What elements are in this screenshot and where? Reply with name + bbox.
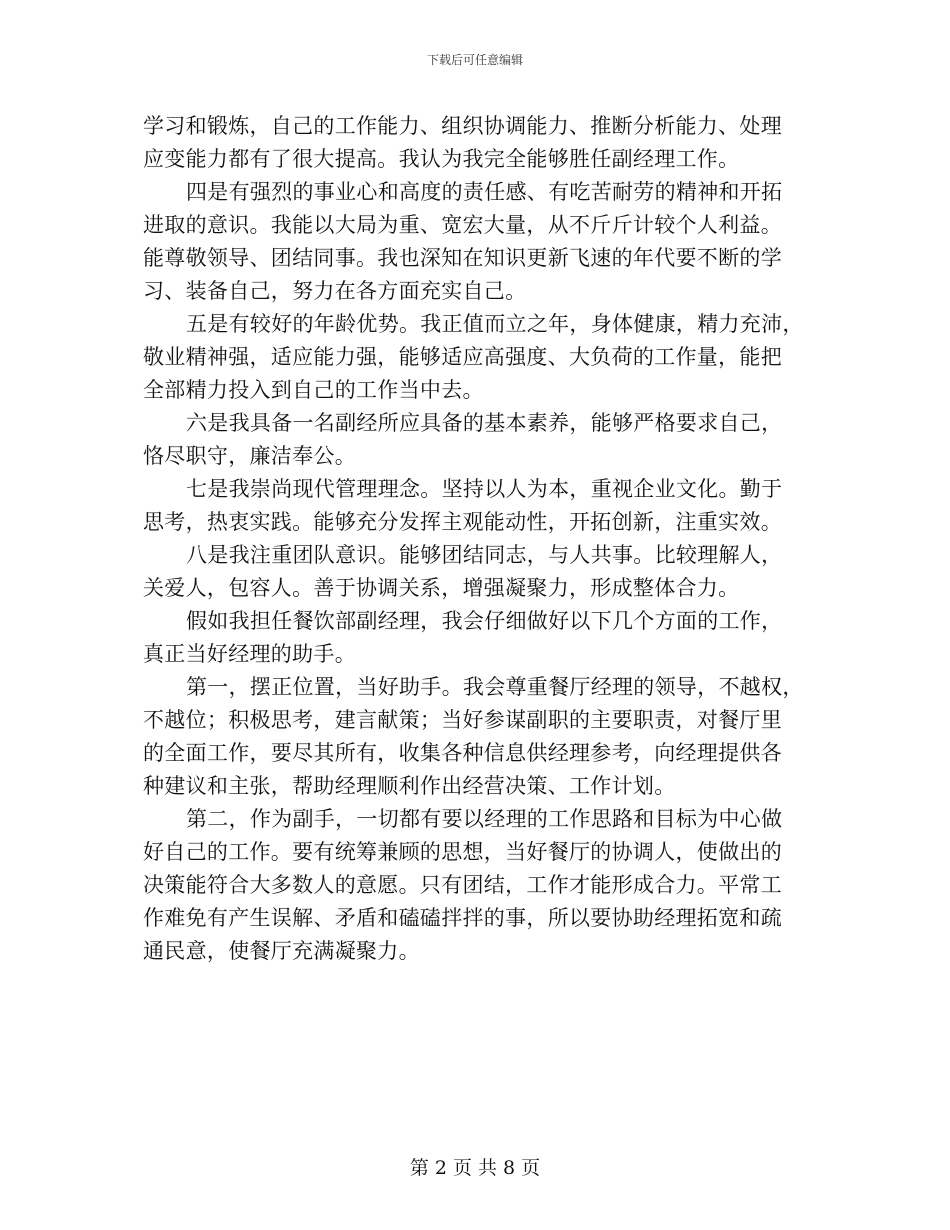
paragraph-9 <box>143 803 813 968</box>
text-line: 八是我注重团队意识。能够团结同志，与人共事。比较理解人， <box>186 543 783 567</box>
paragraph-6 <box>143 539 813 605</box>
text-line: 好自己的工作。要有统筹兼顾的思想，当好餐厅的协调人，使做出的 <box>143 840 782 864</box>
text-line: 七是我崇尚现代管理理念。坚持以人为本，重视企业文化。勤于 <box>186 477 783 501</box>
page-header: 下载后可任意编辑 <box>426 53 523 67</box>
paragraph-4 <box>143 407 813 473</box>
text-line: 恪尽职守，廉洁奉公。 <box>143 444 356 468</box>
paragraph-8 <box>143 671 813 803</box>
text-line: 四是有强烈的事业心和高度的责任感、有吃苦耐劳的精神和开拓 <box>186 180 783 204</box>
text-line: 作难免有产生误解、矛盾和磕磕拌拌的事，所以要协助经理拓宽和疏 <box>143 906 782 930</box>
text-line: 思考，热衷实践。能够充分发挥主观能动性，开拓创新，注重实效。 <box>143 510 782 534</box>
text-line: 假如我担任餐饮部副经理，我会仔细做好以下几个方面的工作， <box>186 609 783 633</box>
text-line: 不越位；积极思考，建言献策；当好参谋副职的主要职责，对餐厅里 <box>143 708 782 732</box>
text-line: 能尊敬领导、团结同事。我也深知在知识更新飞速的年代要不断的学 <box>143 246 782 270</box>
text-line: 种建议和主张，帮助经理顺利作出经营决策、工作计划。 <box>143 774 676 798</box>
text-line: 真正当好经理的助手。 <box>143 642 356 666</box>
text-line: 通民意，使餐厅充满凝聚力。 <box>143 939 420 963</box>
text-line: 第二，作为副手，一切都有要以经理的工作思路和目标为中心做 <box>186 807 783 831</box>
text-line: 第一，摆正位置，当好助手。我会尊重餐厅经理的领导，不越权， <box>186 675 804 699</box>
paragraph-3 <box>143 308 813 407</box>
text-line: 进取的意识。我能以大局为重、宽宏大量，从不斤斤计较个人利益。 <box>143 213 782 237</box>
document-body <box>143 110 813 968</box>
text-line: 关爱人，包容人。善于协调关系，增强凝聚力，形成整体合力。 <box>143 576 740 600</box>
text-line: 决策能符合大多数人的意愿。只有团结，工作才能形成合力。平常工 <box>143 873 782 897</box>
text-line: 习、装备自己，努力在各方面充实自己。 <box>143 279 527 303</box>
text-line: 应变能力都有了很大提高。我认为我完全能够胜任副经理工作。 <box>143 147 740 171</box>
paragraph-1 <box>143 110 813 176</box>
paragraph-5 <box>143 473 813 539</box>
paragraph-7 <box>143 605 813 671</box>
text-line: 敬业精神强，适应能力强，能够适应高强度、大负荷的工作量，能把 <box>143 345 782 369</box>
text-line: 学习和锻炼，自己的工作能力、组织协调能力、推断分析能力、处理 <box>143 114 782 138</box>
page-footer: 第 2 页 共 8 页 <box>409 1157 541 1179</box>
text-line: 五是有较好的年龄优势。我正值而立之年，身体健康，精力充沛， <box>186 312 804 336</box>
text-line: 六是我具备一名副经所应具备的基本素养，能够严格要求自己， <box>186 411 783 435</box>
paragraph-2 <box>143 176 813 308</box>
text-line: 全部精力投入到自己的工作当中去。 <box>143 378 484 402</box>
text-line: 的全面工作，要尽其所有，收集各种信息供经理参考，向经理提供各 <box>143 741 782 765</box>
